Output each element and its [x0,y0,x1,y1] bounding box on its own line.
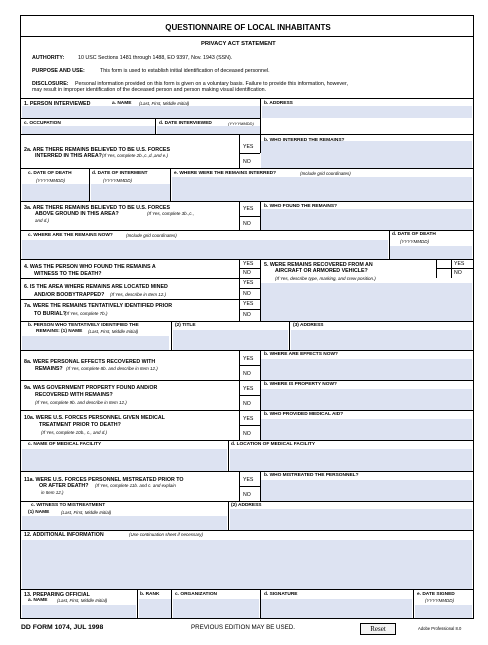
item-13d-label: d. SIGNATURE [264,592,298,597]
disclosure-label: DISCLOSURE: [32,81,69,87]
facility-location-field[interactable] [230,449,472,471]
item-3c-label: c. WHERE ARE THE REMAINS NOW? [28,233,113,238]
who-interred-field[interactable] [261,141,472,168]
yes-label: YES [243,144,254,150]
divider [228,440,229,471]
divider [239,288,260,289]
purpose-label: PURPOSE AND USE: [32,68,85,74]
divider [239,134,240,168]
item-2c-hint: (YYYYMMDD) [36,178,65,183]
no-label: NO [243,431,251,437]
date-of-death-field[interactable] [22,184,89,201]
item-13b-label: b. RANK [140,592,160,597]
divider [289,321,290,350]
signature-field[interactable] [261,599,412,618]
no-label: NO [243,221,251,227]
divider [21,321,473,322]
divider [239,425,260,426]
divider [21,530,473,531]
divider [21,350,473,351]
no-label: NO [243,159,251,165]
divider [239,309,260,310]
item-3d-hint: (YYYYMMDD) [400,239,429,244]
item-8a-label-2: REMAINS? [35,366,63,372]
rank-field[interactable] [139,599,171,618]
divider [21,278,260,279]
item-2a-label-1: 2a. ARE THERE REMAINS BELIEVED TO BE U.S. FORCES [24,147,170,153]
divider [436,268,473,269]
item-2d-hint: (YYYYMMDD) [103,178,132,183]
item-3a-hint-2: and d.) [35,218,50,223]
item-12-label: 12. ADDITIONAL INFORMATION [24,532,104,538]
item-10a-label-1: 10a. WERE U.S. FORCES PERSONNEL GIVEN MEDICAL [24,415,165,421]
item-7a-label-2: TO BURIAL? [34,311,66,317]
item-3a-label-2: ABOVE GROUND IN THIS AREA? [35,211,119,217]
item-1c-label: c. OCCUPATION [24,121,61,126]
mistreated-by-field[interactable] [261,480,472,501]
date-of-interment-field[interactable] [91,184,170,201]
divider [239,365,260,366]
divider [171,589,172,618]
item-11a-hint-2: in Item 12.) [41,490,64,495]
item-4-label-1: 4. WAS THE PERSON WHO FOUND THE REMAINS A [24,264,156,270]
disclosure-text-2: may result in improper identification of the deceased person and person making visual identification. [32,87,267,93]
item-8a-label-1: 8a. WERE PERSONAL EFFECTS RECOVERED WITH [24,359,156,365]
item-1d-label: d. DATE INTERVIEWED [159,121,212,126]
item-7b-label-1: b. PERSON WHO TENTATIVELY IDENTIFIED THE [28,323,139,328]
date-signed-field[interactable] [415,605,472,618]
identifier-address-field[interactable] [291,330,472,350]
item-11b-label: b. WHO MISTREATED THE PERSONNEL? [264,473,359,478]
item-11c-label-1: c. WITNESS TO MISTREATMENT [31,503,106,508]
no-label: NO [243,312,251,318]
disclosure-text-1: Personal information provided on this form is given on a voluntary basis. Failure to provide this information, however, [75,81,348,87]
item-9a-label-1: 9a. WAS GOVERNMENT PROPERTY FOUND AND/OR [24,385,158,391]
form-id: DD FORM 1074, JUL 1998 [21,624,104,631]
yes-label: YES [243,386,254,392]
divider [239,486,260,487]
additional-info-field[interactable] [22,540,472,589]
item-2d-label: d. DATE OF INTERMENT [92,171,148,176]
item-7b2-label: (2) TITLE [175,323,196,328]
purpose-text: This form is used to establish initial identification of deceased personnel. [100,68,270,74]
item-3a-hint-1: (If Yes, complete 3b.,c., [147,211,194,216]
item-11a-label-1: 11a. WERE U.S. FORCES PERSONNEL MISTREATED PRIOR TO [24,477,184,483]
item-10b-label: b. WHO PROVIDED MEDICAL AID? [264,412,344,417]
item-11c-hint: (Last, First, Middle Initial) [61,510,112,515]
divider [21,501,473,502]
official-name-field[interactable] [22,605,136,618]
authority-text: 10 USC Sections 1481 through 1488, EO 9397, Nov. 1943 (SSN). [78,55,233,61]
item-2c-label: c. DATE OF DEATH [28,171,72,176]
item-4-label-2: WITNESS TO THE DEATH? [34,271,102,277]
item-11c-label-2: (1) NAME [28,510,50,515]
divider [21,98,473,99]
divider [239,268,260,269]
no-label: NO [243,291,251,297]
questionnaire-form [20,15,474,619]
item-3d-label: d. DATE OF DEATH [392,232,436,237]
yes-label: YES [243,356,254,362]
form-title: QUESTIONNAIRE OF LOCAL INHABITANTS [165,23,331,32]
no-label: NO [243,492,251,498]
divider [21,201,473,202]
item-1-label: 1. PERSON INTERVIEWED [24,101,91,107]
item-7b-hint: (Last, First, Middle Initial) [88,329,139,334]
item-10a-hint: (If Yes, complete 10b., c., and d.) [41,430,107,435]
yes-label: YES [243,416,254,422]
divider [413,589,414,618]
address-field[interactable] [262,106,472,118]
item-5-label-2: AIRCRAFT OR ARMORED VEHICLE? [275,268,368,274]
item-3b-label: b. WHO FOUND THE REMAINS? [264,204,338,209]
divider [21,118,260,119]
item-8a-hint: (If Yes, complete 8b. and describe in Item 12.) [66,366,158,371]
yes-label: YES [243,301,254,307]
yes-label: YES [243,261,254,267]
item-1d-hint: (YYYYMMDD) [228,121,254,126]
item-13a-hint: (Last, First, Middle Initial) [57,598,108,603]
item-9a-label-2: RECOVERED WITH REMAINS? [35,392,113,398]
no-label: NO [454,270,462,276]
effects-location-field[interactable] [261,359,472,380]
name-field[interactable] [22,106,260,118]
item-1b-label: b. ADDRESS [264,101,293,106]
item-3a-label-1: 3a. ARE THERE REMAINS BELIEVED TO BE U.S. FORCES [24,205,170,211]
divider [239,153,260,154]
item-5-hint: (If Yes, describe type, marking, and crew position.) [275,276,376,281]
medical-facility-field[interactable] [22,449,227,471]
item-2a-label-2: INTERRED IN THIS AREA? [35,153,102,159]
divider [21,230,473,231]
item-13e-hint: (YYYYMMDD) [425,598,454,603]
item-7b3-label: (3) ADDRESS [293,323,324,328]
item-10a-label-2: TREATMENT PRIOR TO DEATH? [39,422,121,428]
witness-name-field[interactable] [22,516,227,530]
divider [228,501,229,530]
authority-label: AUTHORITY: [32,55,65,61]
item-10d-label: d. LOCATION OF MEDICAL FACILITY [231,442,316,447]
no-label: NO [243,270,251,276]
medical-aid-field[interactable] [261,419,472,440]
divider [239,216,260,217]
yes-label: YES [454,261,465,267]
item-8b-label: b. WHERE ARE EFFECTS NOW? [264,352,338,357]
divider [171,321,172,350]
item-9b-label: b. WHERE IS PROPERTY NOW? [264,382,337,387]
divider [21,259,473,260]
item-7a-label-1: 7a. WERE THE REMAINS TENTATIVELY IDENTIFIED PRIOR [24,303,173,309]
item-1a-label: a. NAME [112,101,132,106]
item-11a-label-2: OR AFTER DEATH? [39,483,89,489]
divider [155,118,156,134]
identifier-title-field[interactable] [173,330,288,350]
item-7b-label-2: REMAINS: (1) NAME [36,329,83,334]
identifier-name-field[interactable] [22,336,169,350]
software-note: Adobe Professional 8.0 [418,626,462,631]
item-2b-label: b. WHO INTERRED THE REMAINS? [264,138,345,143]
item-10c-label: c. NAME OF MEDICAL FACILITY [28,442,102,447]
divider [21,134,473,135]
item-5-label-1: 5. WERE REMAINS RECOVERED FROM AN [264,262,373,268]
no-label: NO [243,371,251,377]
item-3c-hint: (Include grid coordinates) [126,233,177,238]
divider [170,168,171,201]
yes-label: YES [243,477,254,483]
vehicle-description-field[interactable] [261,283,472,321]
item-11c2-label: (2) ADDRESS [231,503,262,508]
divider [21,440,473,441]
divider [21,589,473,590]
item-9a-hint: (If Yes, complete 9b. and describe in Item 12.) [35,400,127,405]
witness-address-field[interactable] [230,509,472,530]
edition-note: PREVIOUS EDITION MAY BE USED. [191,624,295,631]
privacy-heading: PRIVACY ACT STATEMENT [201,41,276,47]
yes-label: YES [243,280,254,286]
divider [21,36,473,37]
item-13a-label: a. NAME [28,598,48,603]
property-location-field[interactable] [261,389,472,410]
item-13-label: 13. PREPARING OFFICIAL [24,592,90,598]
where-interred-field[interactable] [172,177,472,201]
divider [260,589,261,618]
divider [21,471,473,472]
reset-button[interactable]: Reset [360,623,396,635]
divider [89,168,90,201]
item-2e-label: e. WHERE WERE THE REMAINS INTERRED? [174,171,277,176]
divider [21,299,260,300]
remains-location-field[interactable] [22,240,388,259]
item-2e-hint: (Include grid coordinates) [300,171,351,176]
divider [137,589,138,618]
organization-field[interactable] [173,599,259,618]
no-label: NO [243,401,251,407]
item-12-hint: (Use continuation sheet if necessary) [129,532,204,537]
item-13e-label: e. DATE SIGNED [417,592,455,597]
item-2a-hint: (If Yes, complete 2b.,c.,d.,and e.) [102,153,168,158]
item-13c-label: c. ORGANIZATION [175,592,218,597]
date-of-death-2-field[interactable] [390,246,472,259]
item-11a-hint-1: (If Yes, complete 11b. and c. and explain [95,483,176,488]
yes-label: YES [243,206,254,212]
who-found-field[interactable] [261,209,472,230]
item-6-hint: (If Yes, describe in Item 12.) [110,292,166,297]
item-7a-hint: (If Yes, complete 7b.) [65,311,108,316]
divider [21,410,473,411]
divider [21,380,473,381]
item-6-label-2: AND/OR BOOBYTRAPPED? [34,292,105,298]
item-1a-hint: (Last, First, Middle Initial) [139,101,190,106]
item-6-label-1: 6. IS THE AREA WHERE REMAINS ARE LOCATED MINED [24,284,168,290]
divider [239,395,260,396]
